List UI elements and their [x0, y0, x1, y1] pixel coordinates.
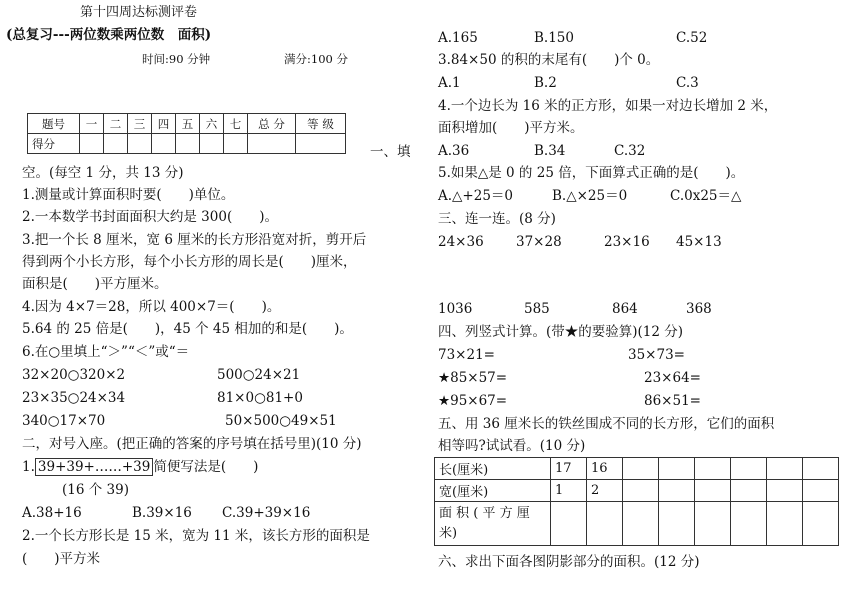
row-label-width: 宽(厘米): [435, 480, 551, 502]
table-cell[interactable]: 2: [587, 480, 623, 502]
question-3-line3: 面积是( )平方厘米。: [22, 276, 168, 292]
table-cell[interactable]: [767, 480, 803, 502]
option-a: A.△+25＝0: [438, 188, 514, 204]
table-cell[interactable]: [551, 502, 587, 546]
section5-heading-line2: 相等吗?试试看。(10 分): [438, 438, 586, 454]
section6-heading: 六、求出下面各图阴影部分的面积。(12 分): [438, 554, 700, 570]
table-cell[interactable]: [767, 458, 803, 480]
compare-item: 32×20○320×2: [22, 367, 126, 383]
option-a: A.165: [438, 30, 478, 46]
score-blank[interactable]: [104, 134, 128, 154]
score-cell: 四: [152, 114, 176, 134]
table-cell[interactable]: [623, 458, 659, 480]
table-cell[interactable]: 16: [587, 458, 623, 480]
row-label-area: [435, 502, 551, 546]
option-a: A.38+16: [22, 505, 82, 521]
option-c: C.32: [614, 143, 646, 159]
section2-question-2-line2: ( )平方米: [22, 551, 101, 567]
table-row: [435, 458, 839, 480]
section4-heading: 四、列竖式计算。(带★的要验算)(12 分): [438, 324, 684, 340]
table-cell[interactable]: [767, 502, 803, 546]
table-cell[interactable]: 1: [551, 480, 587, 502]
table-cell[interactable]: [659, 502, 695, 546]
score-blank[interactable]: [80, 134, 104, 154]
question-4: 4.因为 4×7＝28，所以 400×7＝( )。: [22, 299, 281, 315]
calc-item: ★85×57=: [438, 370, 508, 386]
match-top-item[interactable]: 37×28: [516, 234, 562, 250]
compare-item: 340○17×70: [22, 413, 106, 429]
compare-item: 23×35○24×34: [22, 390, 126, 406]
option-b: B.39×16: [132, 505, 192, 521]
option-b: B.150: [534, 30, 574, 46]
calc-item: 86×51=: [644, 393, 701, 409]
section2-question-1-note: (16 个 39): [62, 482, 129, 498]
section3-heading: 三、连一连。(8 分): [438, 211, 556, 227]
exam-subtitle: (总复习---两位数乘两位数 面积): [6, 27, 212, 43]
option-c: C.39+39×16: [222, 505, 311, 521]
row-label-area-line2: 米): [439, 525, 458, 541]
score-blank[interactable]: [296, 134, 346, 154]
score-blank[interactable]: [200, 134, 224, 154]
score-cell: 五: [176, 114, 200, 134]
table-cell[interactable]: [803, 458, 839, 480]
right-question-4-line2: 面积增加( )平方米。: [438, 120, 584, 136]
section1-heading-a: 一、填: [370, 144, 411, 160]
score-blank[interactable]: [128, 134, 152, 154]
question-number: 1.: [22, 459, 35, 475]
boxed-expression: 39+39+……+39: [35, 458, 153, 476]
table-row: [435, 502, 839, 546]
option-a: A.36: [438, 143, 470, 159]
option-b: B.2: [534, 75, 557, 91]
right-question-3: 3.84×50 的积的末尾有( )个 0。: [438, 52, 660, 68]
table-cell[interactable]: [731, 502, 767, 546]
exam-title: 第十四周达标测评卷: [80, 5, 198, 20]
question-5: 5.64 的 25 倍是( )，45 个 45 相加的和是( )。: [22, 321, 353, 337]
match-top-item[interactable]: 23×16: [604, 234, 650, 250]
calc-item: 73×21=: [438, 347, 495, 363]
score-blank[interactable]: [248, 134, 296, 154]
option-a: A.1: [438, 75, 461, 91]
question-3-line1: 3.把一个长 8 厘米，宽 6 厘米的长方形沿宽对折，剪开后: [22, 232, 367, 248]
compare-item: 81×0○81+0: [217, 390, 303, 406]
match-bottom-item[interactable]: 864: [612, 301, 638, 317]
table-cell[interactable]: [623, 502, 659, 546]
calc-item: 35×73=: [628, 347, 685, 363]
right-question-4-line1: 4.一个边长为 16 米的正方形，如果一对边长增加 2 米，: [438, 98, 778, 114]
table-cell[interactable]: 17: [551, 458, 587, 480]
score-cell: 七: [224, 114, 248, 134]
section5-heading-line1: 五、用 36 厘米长的铁丝围成不同的长方形，它们的面积: [438, 416, 775, 432]
score-cell: 总 分: [248, 114, 296, 134]
section2-heading: 二，对号入座。(把正确的答案的序号填在括号里)(10 分): [22, 436, 362, 452]
table-row: [435, 480, 839, 502]
table-cell[interactable]: [659, 458, 695, 480]
match-bottom-item[interactable]: 368: [686, 301, 712, 317]
option-c: C.0x25＝△: [670, 188, 742, 204]
calc-item: ★95×67=: [438, 393, 508, 409]
score-cell: 六: [200, 114, 224, 134]
option-c: C.3: [676, 75, 699, 91]
rectangle-area-table: [434, 457, 839, 546]
exam-time: 时间:90 分钟: [142, 52, 211, 66]
table-cell[interactable]: [587, 502, 623, 546]
score-cell: 一: [80, 114, 104, 134]
score-cell: 题号: [28, 114, 80, 134]
score-blank[interactable]: [176, 134, 200, 154]
table-cell[interactable]: [695, 480, 731, 502]
compare-item: 500○24×21: [217, 367, 301, 383]
calc-item: 23×64=: [644, 370, 701, 386]
score-cell: 得分: [28, 134, 80, 154]
question-text: 简便写法是( ): [153, 459, 259, 475]
score-table-header-row: [28, 114, 346, 134]
table-cell[interactable]: [803, 502, 839, 546]
question-1: 1.测量或计算面积时要( )单位。: [22, 187, 235, 203]
question-2: 2.一本数学书封面面积大约是 300( )。: [22, 209, 278, 225]
option-c: C.52: [676, 30, 708, 46]
score-cell: 等 级: [296, 114, 346, 134]
match-bottom-item[interactable]: 585: [524, 301, 550, 317]
table-cell[interactable]: [623, 480, 659, 502]
score-table-score-row: [28, 134, 346, 154]
row-label-length: 长(厘米): [435, 458, 551, 480]
table-cell[interactable]: [731, 458, 767, 480]
score-table: [27, 113, 346, 154]
table-cell[interactable]: [659, 480, 695, 502]
score-cell: 二: [104, 114, 128, 134]
table-cell[interactable]: [803, 480, 839, 502]
match-bottom-item[interactable]: 1036: [438, 301, 473, 317]
match-top-item[interactable]: 24×36: [438, 234, 484, 250]
exam-full-score: 满分:100 分: [284, 52, 348, 66]
section2-question-1: [22, 457, 258, 477]
table-cell[interactable]: [695, 458, 731, 480]
table-cell[interactable]: [695, 502, 731, 546]
option-b: B.△×25＝0: [552, 188, 628, 204]
score-blank[interactable]: [224, 134, 248, 154]
score-cell: 三: [128, 114, 152, 134]
section1-heading-b: 空。(每空 1 分，共 13 分): [22, 165, 184, 181]
compare-item: 50×500○49×51: [225, 413, 337, 429]
section2-question-2-line1: 2.一个长方形长是 15 米，宽为 11 米，该长方形的面积是: [22, 528, 370, 544]
right-question-5: 5.如果△是 0 的 25 倍，下面算式正确的是( )。: [438, 165, 745, 181]
option-b: B.34: [534, 143, 566, 159]
question-3-line2: 得到两个小长方形，每个小长方形的周长是( )厘米，: [22, 254, 357, 270]
table-cell[interactable]: [731, 480, 767, 502]
match-top-item[interactable]: 45×13: [676, 234, 722, 250]
row-label-area-line1: 面 积 ( 平 方 厘: [439, 505, 530, 521]
score-blank[interactable]: [152, 134, 176, 154]
question-6: 6.在○里填上“＞”“＜”或“＝: [22, 344, 190, 360]
